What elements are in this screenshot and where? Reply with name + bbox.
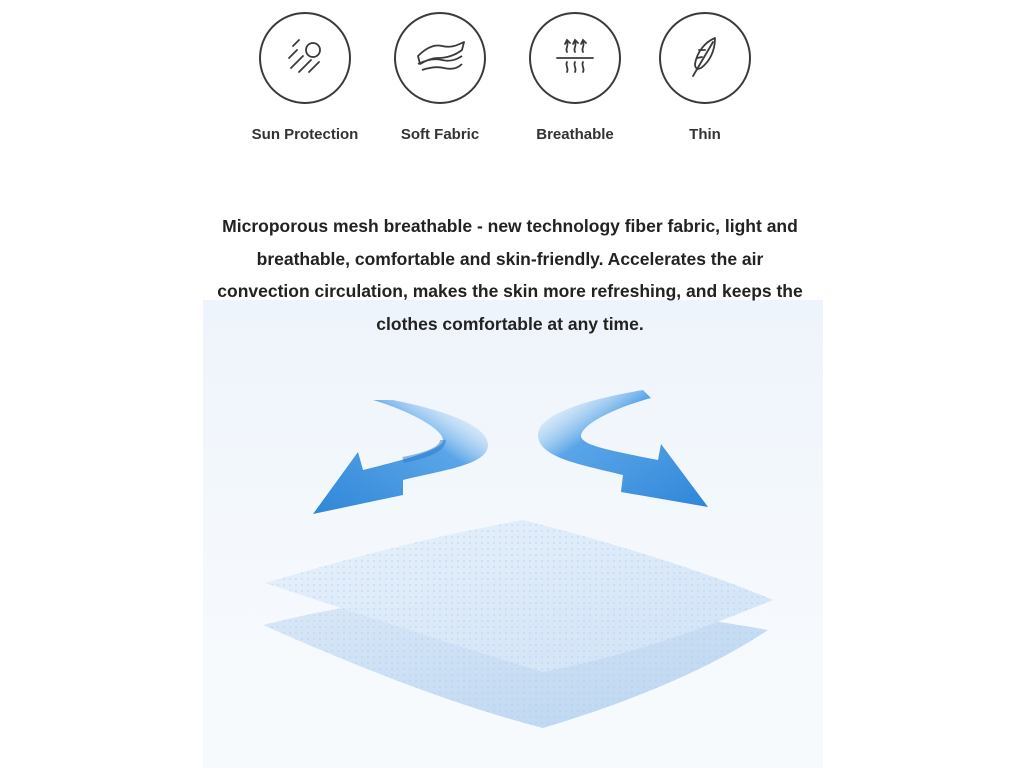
feature-thin [640, 12, 770, 143]
feature-breathable [510, 12, 640, 143]
feature-soft-fabric [375, 12, 505, 143]
feature-sun-protection [240, 12, 370, 143]
feature-row [240, 12, 770, 162]
feature-label: Breathable [536, 126, 614, 143]
right-arrow [538, 390, 708, 507]
feature-label: Sun Protection [251, 126, 359, 143]
description-text: Microporous mesh breathable - new technology fiber fabric, light and breathable, comfortable and skin-friendly. Accelerates the air convection circulation, makes the skin more refreshing, and keeps the clothes comfortable at any time. [217, 216, 803, 334]
breathable-air-icon [529, 12, 621, 104]
feather-icon [659, 12, 751, 104]
fabric-layers-icon [394, 12, 486, 104]
sun-rays-icon [259, 12, 351, 104]
left-arrow [313, 400, 488, 514]
feature-label: Thin [689, 126, 721, 143]
fabric-airflow-illustration [203, 300, 823, 768]
feature-label: Soft Fabric [400, 126, 480, 143]
